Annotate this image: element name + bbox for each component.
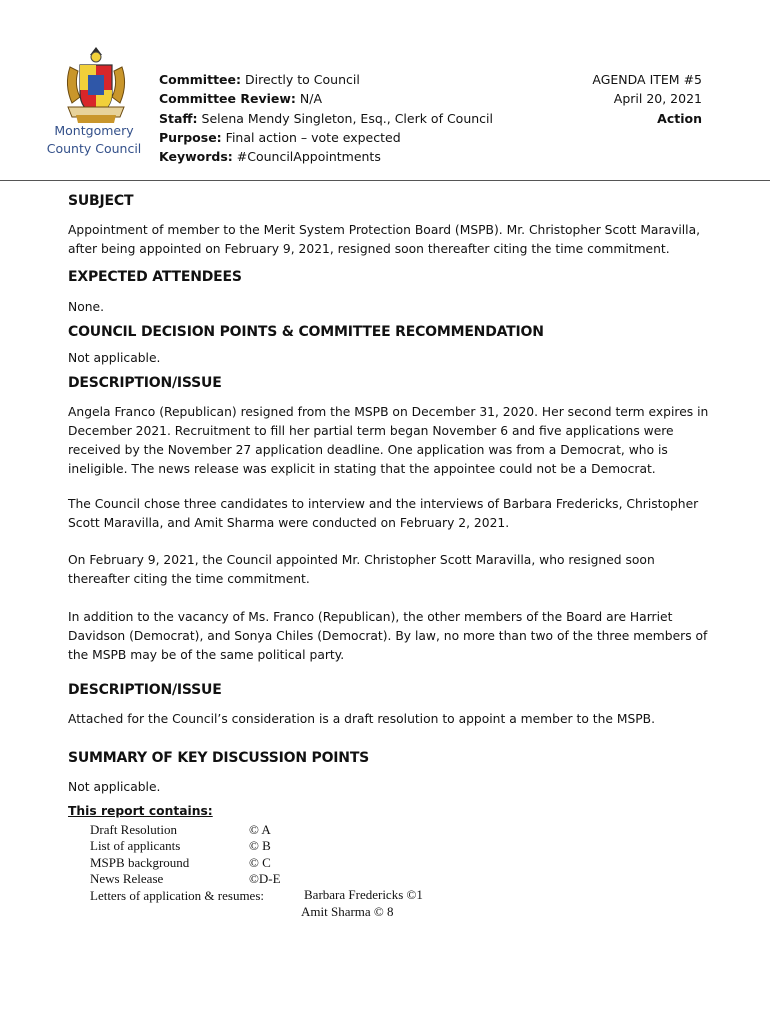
org-name: [40, 122, 148, 158]
contents-ref-fredericks: Barbara Fredericks ©1: [304, 887, 423, 902]
subject-text: [68, 221, 718, 259]
contents-refs: [249, 822, 281, 888]
committee-label: Committee:: [159, 72, 242, 87]
agenda-block: [592, 70, 702, 128]
desc-p4-line1: In addition to the vacancy of Ms. Franco (Republican), the other members of the Board are Harriet: [68, 610, 673, 624]
committee-row: [159, 70, 493, 89]
county-seal-logo: [60, 45, 132, 127]
agenda-action: Action: [657, 110, 702, 126]
description-paragraph-2: [68, 495, 718, 533]
attendees-heading: EXPECTED ATTENDEES: [68, 269, 242, 285]
decision-text: Not applicable.: [68, 351, 161, 365]
subject-line2: after being appointed on February 9, 2021, resigned soon thereafter citing the time commitment.: [68, 242, 670, 256]
desc-p1-line2: December 2021. Recruitment to fill her partial term began November 6 and five applications were: [68, 424, 674, 438]
desc-p1-line4: ineligible. The news release was explicit in stating that the appointee could not be a Democrat.: [68, 462, 656, 476]
subject-heading: SUBJECT: [68, 193, 134, 209]
attendees-text: None.: [68, 300, 104, 314]
agenda-item: AGENDA ITEM #5: [592, 72, 702, 87]
desc-p1-line1: Angela Franco (Republican) resigned from the MSPB on December 31, 2020. Her second term expires in: [68, 405, 709, 419]
purpose-label: Purpose:: [159, 129, 222, 145]
committee-value: Directly to Council: [245, 72, 360, 87]
keywords-value: #CouncilAppointments: [236, 149, 381, 165]
summary-text: Not applicable.: [68, 780, 161, 794]
contents-letter-refs: [304, 887, 423, 903]
description-paragraph-1: [68, 403, 718, 479]
desc-p4-line2: Davidson (Democrat), and Sonya Chiles (Democrat). By law, no more than two of the three members of: [68, 629, 708, 643]
description-heading: DESCRIPTION/ISSUE: [68, 375, 222, 391]
desc-p2-line2: Scott Maravilla, and Amit Sharma were conducted on February 2, 2021.: [68, 516, 510, 530]
contents-label-letters: Letters of application & resumes:: [90, 887, 265, 903]
header-divider: [0, 180, 770, 181]
summary-heading: SUMMARY OF KEY DISCUSSION POINTS: [68, 750, 370, 766]
purpose-value: Final action – vote expected: [225, 129, 401, 145]
committee-info: [159, 70, 493, 166]
staff-value: Selena Mendy Singleton, Esq., Clerk of Council: [201, 110, 493, 126]
description2-heading: DESCRIPTION/ISSUE: [68, 682, 222, 698]
contents-labels: [90, 822, 264, 904]
contents-ref-d-e: ©D-E: [249, 871, 281, 887]
contents-ref-a: © A: [249, 822, 271, 837]
description-paragraph-3: [68, 551, 718, 589]
description2-text: Attached for the Council’s consideration is a draft resolution to appoint a member to the MSPB.: [68, 712, 656, 726]
contents-ref-sharma: Amit Sharma © 8: [301, 904, 394, 919]
agenda-date: April 20, 2021: [613, 91, 702, 107]
purpose-row: [159, 128, 493, 147]
desc-p4-line3: the MSPB may be of the same political party.: [68, 648, 345, 662]
contents-label-news-release: News Release: [90, 871, 164, 887]
review-row: [159, 89, 493, 108]
keywords-row: [159, 147, 493, 166]
staff-label: Staff:: [159, 110, 198, 126]
review-label: Committee Review:: [159, 91, 296, 107]
review-value: N/A: [299, 91, 323, 107]
desc-p3-line2: thereafter citing the time commitment.: [68, 572, 310, 586]
contents-ref-c: © C: [249, 854, 271, 870]
contents-label-applicants: List of applicants: [90, 838, 181, 854]
desc-p2-line1: The Council chose three candidates to interview and the interviews of Barbara Fredericks, Christopher: [68, 497, 699, 511]
contents-label-background: MSPB background: [90, 854, 190, 870]
contents-ref-b: © B: [249, 838, 271, 854]
org-name-line2: County Council: [46, 141, 142, 156]
desc-p1-line3: received by the November 27 application deadline. One application was from a Democrat, who is: [68, 443, 668, 457]
contents-title: This report contains:: [68, 804, 213, 818]
desc-p3-line1: On February 9, 2021, the Council appointed Mr. Christopher Scott Maravilla, who resigned soon: [68, 553, 655, 567]
description-paragraph-4: [68, 608, 718, 665]
org-name-line1: Montgomery: [54, 123, 134, 138]
keywords-label: Keywords:: [159, 149, 233, 165]
staff-row: [159, 109, 493, 128]
contents-label-draft-resolution: Draft Resolution: [90, 822, 178, 837]
subject-line1: Appointment of member to the Merit System Protection Board (MSPB). Mr. Christopher Scott Maravilla,: [68, 223, 701, 237]
decision-heading: COUNCIL DECISION POINTS & COMMITTEE RECOMMENDATION: [68, 324, 544, 340]
